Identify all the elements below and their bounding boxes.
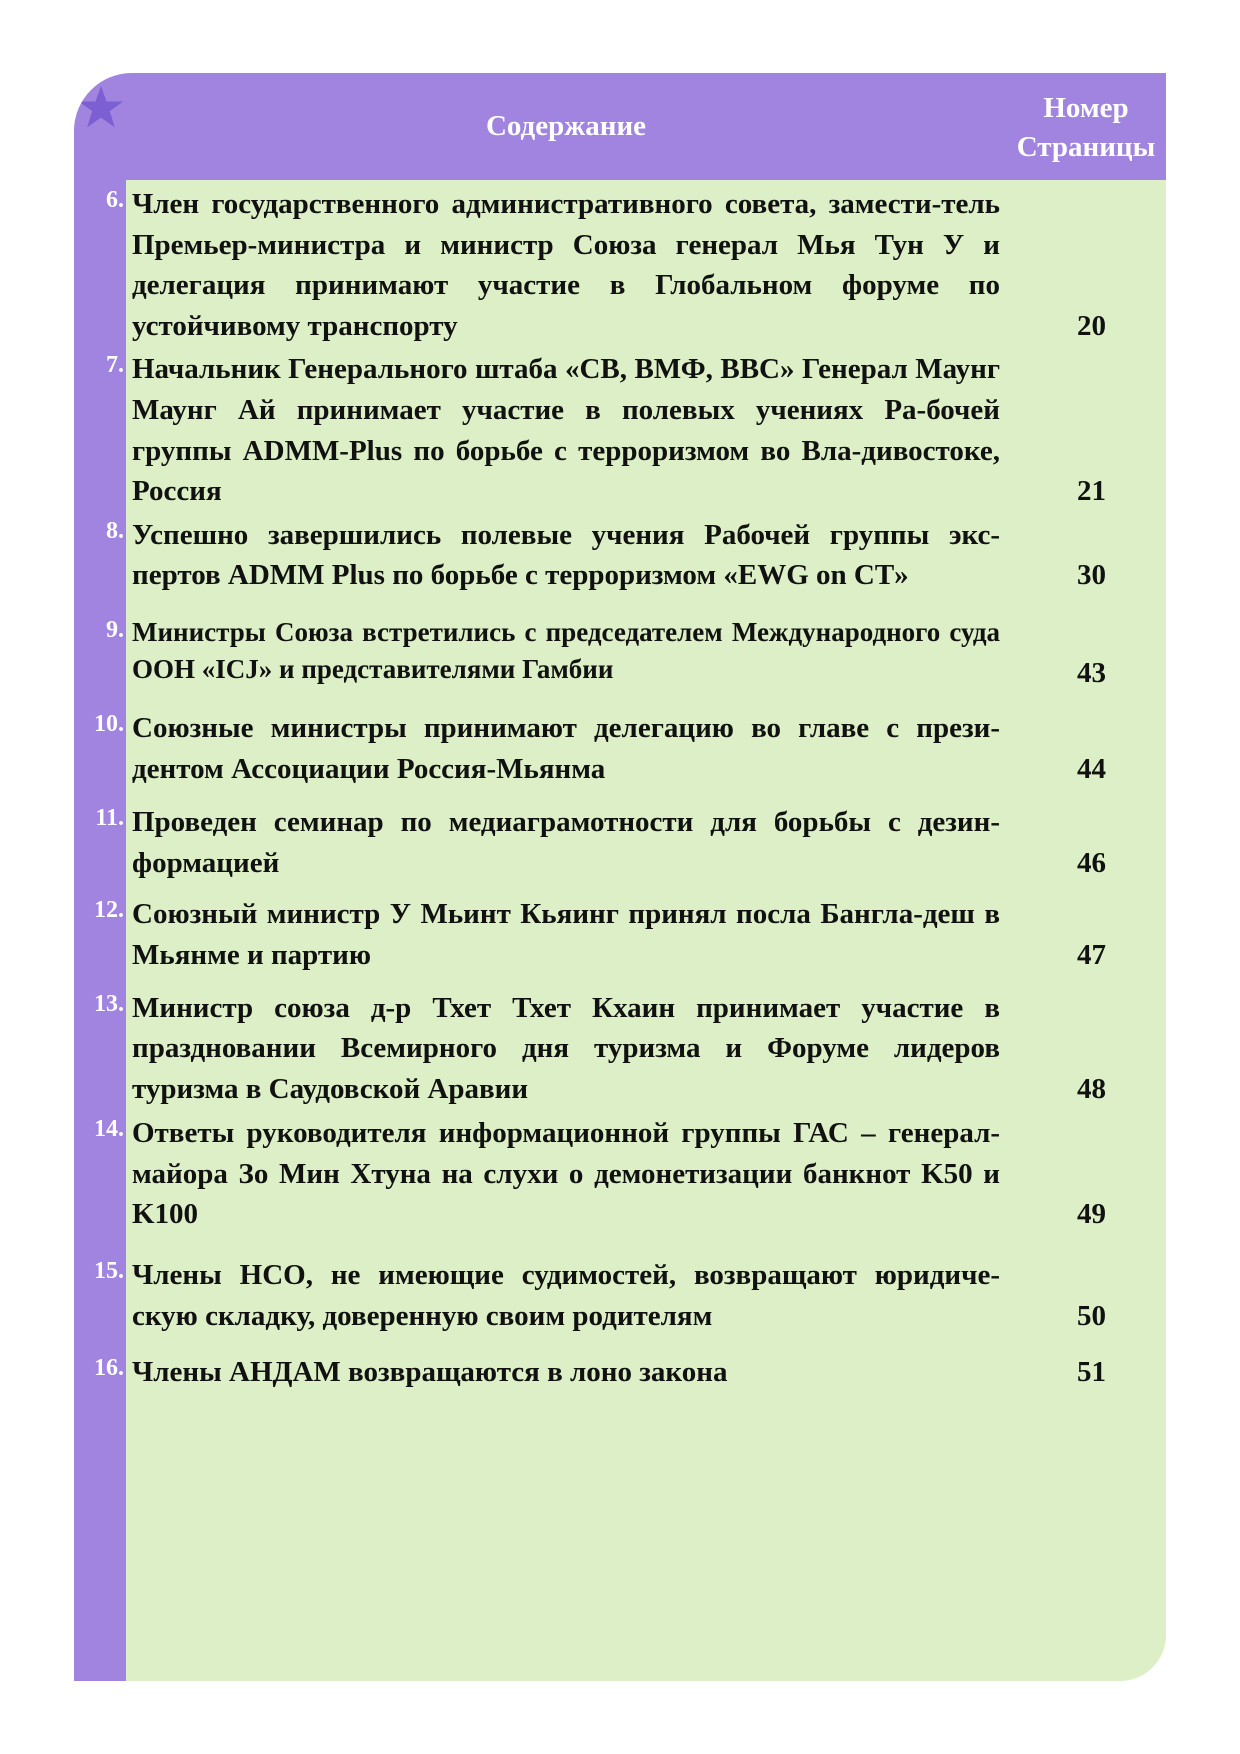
entry-number: 7. — [106, 352, 124, 379]
entry-number: 11. — [95, 805, 124, 832]
toc-entry[interactable] — [74, 184, 1166, 346]
toc-entry[interactable] — [74, 614, 1166, 688]
entry-number: 13. — [94, 990, 124, 1017]
entry-number: 16. — [94, 1355, 124, 1382]
toc-entry[interactable] — [74, 349, 1166, 511]
page-number-label-line1: Номер — [1043, 92, 1129, 124]
entry-page: 50 — [1077, 1299, 1106, 1332]
entry-number: 8. — [106, 517, 124, 544]
entry-title: Член государственного административного совета, замести-тель Премьер-министра и министр Союза генерал Мья Тун У и делегация принимают участие в Глобальном форуме по устойчивому транспорту — [132, 188, 1000, 342]
entry-title: Члены АНДАМ возвращаются в лоно закона — [132, 1356, 728, 1389]
star-icon — [78, 81, 124, 133]
page-number-label-line2: Страницы — [1016, 131, 1156, 163]
toc-header — [126, 73, 1166, 180]
entry-title: Ответы руководителя информационной группы ГАС – генерал-майора Зо Мин Хтуна на слухи о демонетизации банкнот K50 и K100 — [132, 1117, 1000, 1231]
entry-page: 20 — [1077, 309, 1106, 342]
entry-page: 51 — [1077, 1356, 1106, 1389]
entry-number: 6. — [106, 187, 124, 213]
entry-title: Министры Союза встретились с председателем Международного суда ООН «ICJ» и представителями Гамбии — [132, 616, 1000, 684]
page-number-header — [1006, 89, 1166, 167]
entry-page: 44 — [1077, 752, 1106, 785]
entry-page: 30 — [1077, 559, 1106, 592]
entry-title: Успешно завершились полевые учения Рабочей группы экс-пертов ADMM Plus по борьбе с терроризмом «EWG on CT» — [132, 518, 1000, 592]
entry-number: 15. — [94, 1258, 124, 1285]
entry-number: 10. — [94, 710, 124, 737]
toc-entry[interactable] — [74, 894, 1166, 975]
toc-entry[interactable] — [74, 988, 1166, 1110]
entry-page: 46 — [1077, 846, 1106, 879]
toc-entries — [74, 180, 1166, 1393]
entry-title: Проведен семинар по медиаграмотности для борьбы с дезин-формацией — [132, 806, 1000, 879]
toc-title: Содержание — [485, 110, 647, 142]
entry-number: 12. — [94, 897, 124, 924]
entry-page: 43 — [1077, 657, 1106, 690]
toc-entry[interactable] — [74, 515, 1166, 596]
entry-title: Члены НСО, не имеющие судимостей, возвращают юридиче-скую складку, доверенную своим родителям — [132, 1259, 1000, 1332]
toc-entry[interactable] — [74, 802, 1166, 883]
toc-entry[interactable] — [74, 1113, 1166, 1235]
entry-page: 48 — [1077, 1072, 1106, 1105]
entry-title: Начальник Генерального штаба «СВ, ВМФ, ВВС» Генерал Маунг Маунг Ай принимает участие в полевых учениях Ра-бочей группы ADMM-Plus по борьбе с терроризмом во Вла-дивостоке, Россия — [132, 353, 1000, 508]
toc-entry[interactable] — [74, 1352, 1166, 1393]
entry-title: Министр союза д-р Тхет Тхет Кхаин принимает участие в праздновании Всемирного дня туризма и Форуме лидеров туризма в Саудовской Аравии — [132, 991, 1000, 1105]
entry-page: 49 — [1077, 1198, 1106, 1231]
entry-page: 47 — [1077, 938, 1106, 971]
entry-page: 21 — [1077, 475, 1106, 508]
entry-number: 14. — [94, 1116, 124, 1143]
entry-title: Союзные министры принимают делегацию во главе с прези-дентом Ассоциации Россия-Мьянма — [132, 711, 1000, 785]
toc-entry[interactable] — [74, 1255, 1166, 1336]
entry-title: Союзный министр У Мьинт Кьяинг принял посла Бангла-деш в Мьянме и партию — [132, 898, 1000, 971]
table-of-contents — [74, 73, 1166, 1681]
entry-number: 9. — [106, 616, 124, 643]
toc-entry[interactable] — [74, 708, 1166, 789]
